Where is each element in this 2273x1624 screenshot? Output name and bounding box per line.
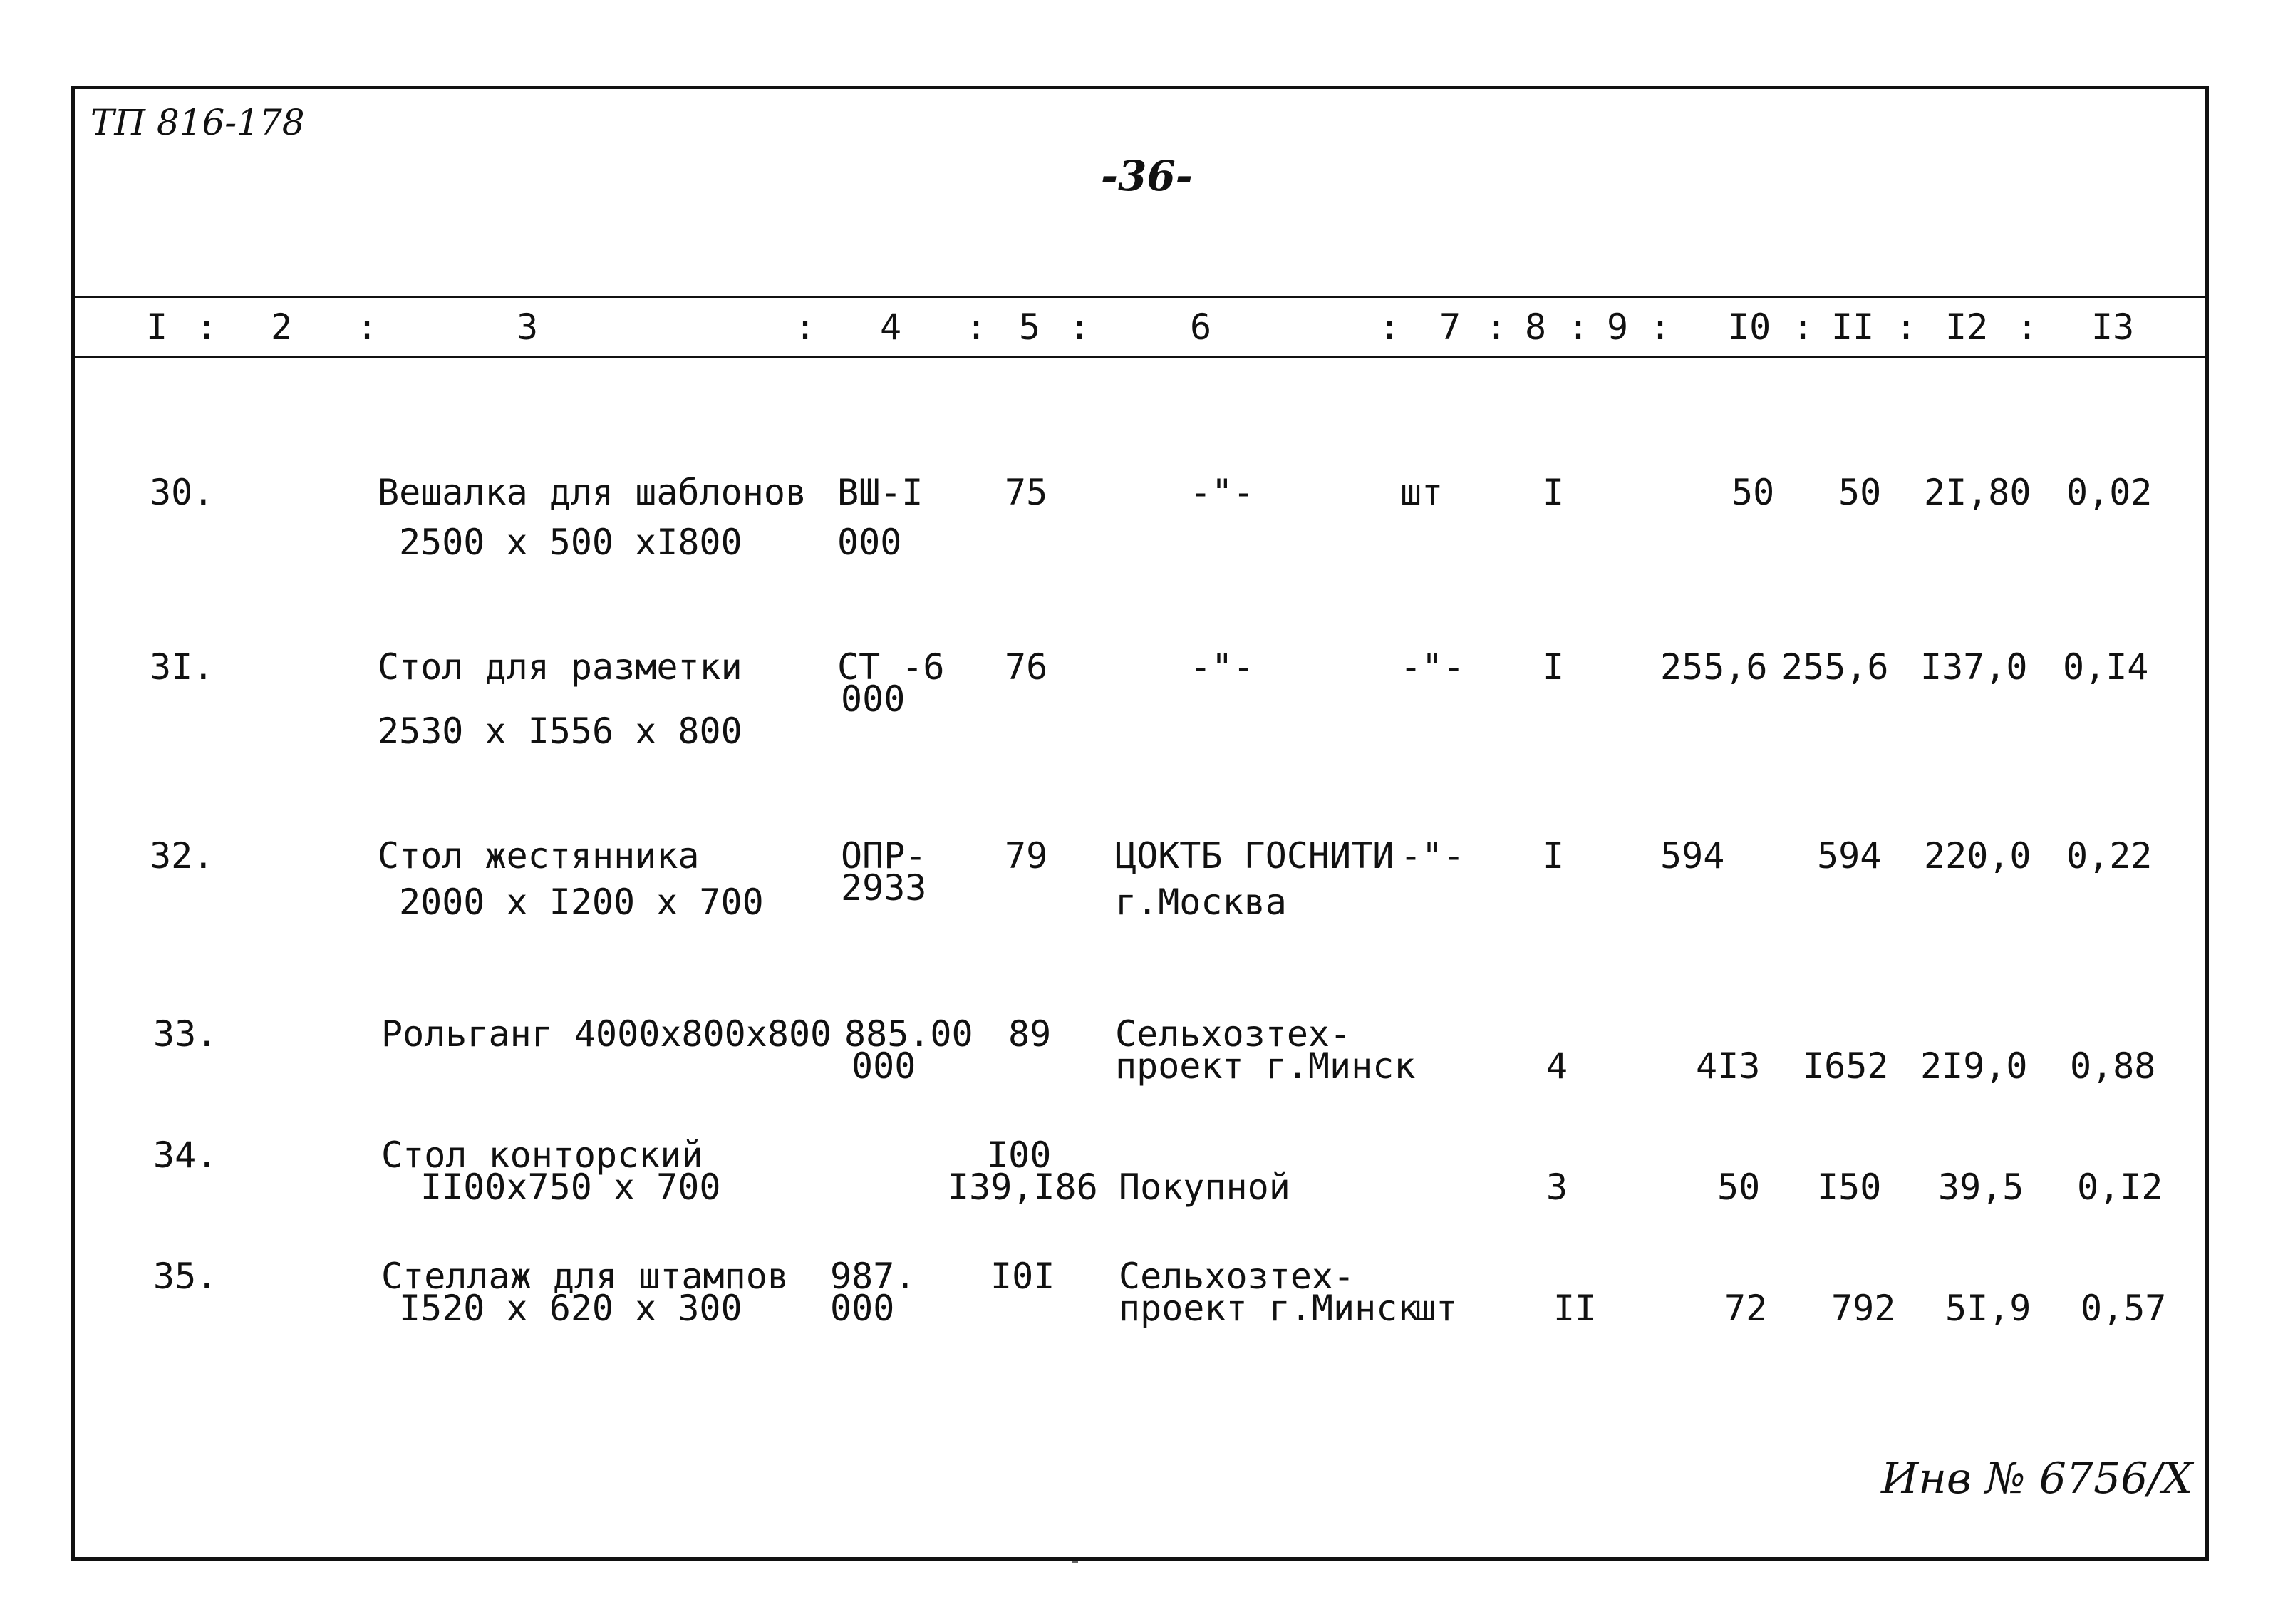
- unit-price: 50: [1717, 1167, 1761, 1208]
- row-number: 3I.: [150, 646, 214, 688]
- col-header-10: I0: [1728, 306, 1771, 348]
- weight: I37,0: [1920, 646, 2028, 688]
- col-separator: :: [1650, 306, 1672, 348]
- header-rule-bottom: [75, 356, 2207, 358]
- quantity: 4: [1546, 1045, 1568, 1087]
- col-separator: :: [794, 306, 817, 348]
- weight: 220,0: [1924, 835, 2031, 876]
- unit-price: 4I3: [1696, 1045, 1761, 1087]
- total-price: 594: [1817, 835, 1882, 876]
- col-separator: :: [2016, 306, 2039, 348]
- col5-value: 89: [1008, 1013, 1052, 1055]
- col-header-7: 7: [1439, 306, 1461, 348]
- item-code: ОПР-: [841, 835, 927, 876]
- col-separator: :: [1379, 306, 1401, 348]
- col-header-9: 9: [1607, 306, 1629, 348]
- item-code-suffix: 000: [841, 678, 906, 720]
- total-price: 792: [1831, 1288, 1896, 1329]
- item-name: Рольганг 4000x800x800: [381, 1013, 832, 1055]
- item-dimensions: 2500 x 500 xI800: [399, 522, 742, 563]
- col-separator: :: [1895, 306, 1917, 348]
- manufacturer: Покупной: [1119, 1167, 1290, 1208]
- document-sheet: [71, 86, 2209, 1561]
- weight: 2I,80: [1924, 472, 2031, 513]
- weight: 39,5: [1938, 1167, 2024, 1208]
- col5-value: I00: [987, 1134, 1052, 1176]
- item-name: Стол жестянника: [378, 835, 700, 876]
- col-separator: :: [1568, 306, 1590, 348]
- item-code: СТ -6: [837, 646, 945, 688]
- item-dimensions: II00x750 x 700: [420, 1167, 721, 1208]
- col5-value-line2: I39,I86: [948, 1167, 1098, 1208]
- item-dimensions: 2000 x I200 x 700: [399, 881, 764, 923]
- power: 0,I2: [2077, 1167, 2163, 1208]
- col-header-13: I3: [2091, 306, 2135, 348]
- col-separator: :: [1069, 306, 1091, 348]
- row-number: 33.: [153, 1013, 218, 1055]
- col-separator: :: [356, 306, 378, 348]
- unit-price: 72: [1724, 1288, 1768, 1329]
- row-number: 30.: [150, 472, 214, 513]
- col5-value: 79: [1005, 835, 1048, 876]
- item-code-suffix: 000: [851, 1045, 916, 1087]
- scan-artifact: [1072, 1561, 1078, 1563]
- col5-value: I0I: [990, 1256, 1055, 1297]
- item-code: 987.: [830, 1256, 916, 1297]
- power: 0,I4: [2063, 646, 2149, 688]
- col-separator: :: [965, 306, 988, 348]
- item-name: Стеллаж для штампов: [381, 1256, 789, 1297]
- item-dimensions: 2530 x I556 x 800: [378, 710, 742, 752]
- col-header-6: 6: [1190, 306, 1212, 348]
- quantity: II: [1553, 1288, 1597, 1329]
- unit-price: 50: [1731, 472, 1775, 513]
- header-rule-top: [75, 296, 2207, 298]
- quantity: I: [1543, 646, 1565, 688]
- quantity: I: [1543, 835, 1565, 876]
- col-header-1: I: [146, 306, 168, 348]
- col-separator: :: [1486, 306, 1508, 348]
- quantity: 3: [1546, 1167, 1568, 1208]
- unit-price: 594: [1660, 835, 1725, 876]
- col-header-12: I2: [1945, 306, 1989, 348]
- document-code: ТП 816-178: [90, 102, 305, 143]
- manufacturer-city: проект г.Минск: [1115, 1045, 1416, 1087]
- col-separator: :: [196, 306, 218, 348]
- manufacturer-city: проект г.Минск: [1119, 1288, 1419, 1329]
- row-number: 32.: [150, 835, 214, 876]
- manufacturer: Сельхозтех-: [1115, 1013, 1352, 1055]
- col-header-11: II: [1831, 306, 1875, 348]
- total-price: 50: [1838, 472, 1882, 513]
- item-name: Стол конторский: [381, 1134, 703, 1176]
- col5-value: 75: [1005, 472, 1048, 513]
- total-price: I50: [1817, 1167, 1882, 1208]
- unit-price: 255,6: [1660, 646, 1768, 688]
- item-code-suffix: 000: [830, 1288, 895, 1329]
- col-header-5: 5: [1019, 306, 1041, 348]
- unit: шт: [1400, 472, 1444, 513]
- col5-value: 76: [1005, 646, 1048, 688]
- col-header-8: 8: [1525, 306, 1547, 348]
- item-code: ВШ-I: [837, 472, 923, 513]
- item-code-suffix: 000: [837, 522, 902, 563]
- power: 0,57: [2081, 1288, 2167, 1329]
- row-number: 34.: [153, 1134, 218, 1176]
- manufacturer: ЦОКТБ ГОСНИТИ: [1115, 835, 1394, 876]
- row-number: 35.: [153, 1256, 218, 1297]
- item-name: Вешалка для шаблонов: [378, 472, 807, 513]
- power: 0,22: [2066, 835, 2153, 876]
- power: 0,88: [2070, 1045, 2156, 1087]
- total-price: I652: [1803, 1045, 1889, 1087]
- total-price: 255,6: [1781, 646, 1889, 688]
- weight: 5I,9: [1945, 1288, 2031, 1329]
- col-header-3: 3: [517, 306, 539, 348]
- weight: 2I9,0: [1920, 1045, 2028, 1087]
- manufacturer-city: г.Москва: [1115, 881, 1287, 923]
- col-header-4: 4: [880, 306, 902, 348]
- col-separator: :: [1792, 306, 1814, 348]
- item-name: Стол для разметки: [378, 646, 742, 688]
- quantity: I: [1543, 472, 1565, 513]
- power: 0,02: [2066, 472, 2153, 513]
- item-code: 885.00: [844, 1013, 973, 1055]
- manufacturer: -"-: [1190, 472, 1255, 513]
- col-header-2: 2: [271, 306, 293, 348]
- unit: шт: [1414, 1288, 1458, 1329]
- page-number: -36-: [1101, 152, 1193, 200]
- manufacturer: -"-: [1190, 646, 1255, 688]
- unit: -"-: [1400, 646, 1465, 688]
- item-dimensions: I520 x 620 x 300: [399, 1288, 742, 1329]
- unit: -"-: [1400, 835, 1465, 876]
- inventory-stamp: Инв № 6756/X: [1881, 1454, 2193, 1504]
- item-code-suffix: 2933: [841, 867, 927, 909]
- manufacturer: Сельхозтех-: [1119, 1256, 1355, 1297]
